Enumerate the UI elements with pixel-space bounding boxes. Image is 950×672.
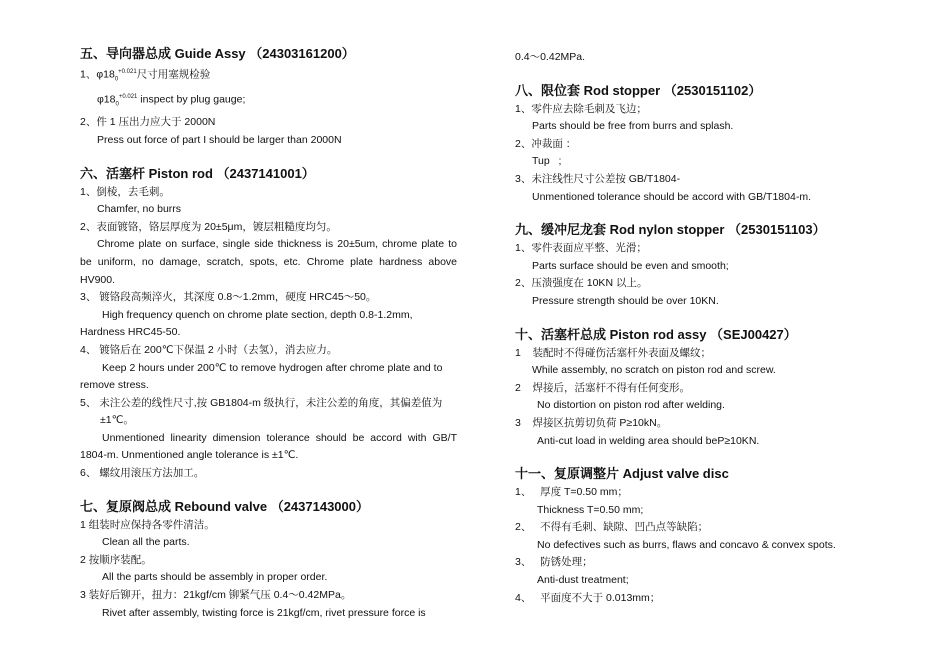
spec-line: 1 装配时不得碰伤活塞杆外表面及螺纹；	[515, 346, 712, 359]
spec-line: 1、倒棱，去毛刺。	[80, 185, 170, 198]
tolerance-upper: +0.021	[118, 94, 138, 101]
spec-line: Anti-cut load in welding area should beP≥10KN.	[537, 434, 760, 447]
spec-text: 尺寸用塞规检验	[136, 68, 211, 81]
section-heading-rebound-valve: 七、复原阀总成 Rebound valve （2437143000）	[80, 498, 369, 514]
spec-line: Rivet after assembly, twisting force is 21kgf/cm, rivet pressure force is	[102, 606, 426, 619]
section-heading-rod-nylon-stopper: 九、缓冲尼龙套 Rod nylon stopper （2530151103）	[515, 222, 826, 238]
tolerance-lower: 0	[115, 101, 119, 108]
tolerance-upper: +0.021	[118, 69, 137, 75]
spec-line: 5、 未注公差的线性尺寸,按 GB1804-m 级执行，未注公差的角度，其偏差值为±1℃。	[80, 396, 443, 427]
left-column	[80, 40, 457, 622]
spec-line: 1、零件应去除毛刺及飞边；	[515, 102, 647, 115]
section-heading-rod-stopper: 八、限位套 Rod stopper （2530151102）	[515, 82, 762, 98]
spec-line: 3、未注线性尺寸公差按 GB/T1804-	[515, 172, 681, 185]
spec-line: 0.4～0.42MPa.	[515, 51, 586, 63]
spec-text: φ18	[97, 93, 116, 106]
spec-line: 6、 螺纹用滚压方法加工。	[80, 467, 205, 480]
spec-line: 1、 厚度 T=0.50 mm；	[515, 486, 628, 499]
spec-line: While assembly, no scratch on piston rod and screw.	[532, 364, 776, 377]
section-heading-piston-rod-assy: 十、活塞杆总成 Piston rod assy （SEJ00427）	[515, 326, 797, 342]
spec-line: 2 焊接后，活塞杆不得有任何变形。	[515, 381, 691, 394]
spec-line: 2、表面镀铬，铬层厚度为 20±5μm，镀层粗糙度均匀。	[80, 220, 337, 233]
spec-line: Unmentioned tolerance should be accord with GB/T1804-m.	[532, 190, 811, 203]
spec-line: Tup ;	[532, 155, 562, 168]
spec-line: 3、 防锈处理；	[515, 556, 593, 569]
spec-paragraph: High frequency quench on chrome plate section, depth 0.8-1.2mm, Hardness HRC45-50.	[80, 308, 413, 339]
spec-line: 3 焊接区抗剪切负荷 P≥10kN。	[515, 416, 668, 429]
spec-line	[80, 64, 457, 89]
spec-text: 1、φ18	[80, 68, 115, 81]
spec-line: Thickness T=0.50 mm;	[537, 503, 644, 516]
spec-line: 3 装好后铆开，扭力：21kgf/cm 铆紧气压 0.4～0.42MPa。	[80, 589, 352, 602]
spec-line: 4、 平面度不大于 0.013mm；	[515, 591, 661, 604]
spec-line: 2、件 1 压出力应大于 2000N	[80, 116, 216, 129]
spec-line: Chamfer, no burrs	[97, 203, 182, 216]
spec-paragraph: Unmentioned linearity dimension tolerance should be accord with GB/T 1804-m. Unmentioned angle tolerance is ±1℃.	[80, 431, 457, 462]
spec-line: Parts surface should be even and smooth;	[532, 259, 729, 272]
section-heading-adjust-valve-disc: 十一、复原调整片 Adjust valve disc	[515, 466, 729, 482]
spec-line: 2 按顺序装配。	[80, 553, 152, 566]
spec-line: 4、 镀铬后在 200℃下保温 2 小时（去氢），消去应力。	[80, 343, 338, 356]
spec-line: 2、压溃强度在 10KN 以上。	[515, 277, 648, 290]
right-column	[515, 40, 890, 607]
spec-line: Pressure strength should be over 10KN.	[532, 294, 719, 307]
section-heading-piston-rod: 六、活塞杆 Piston rod （2437141001）	[80, 165, 315, 181]
spec-line: No defectives such as burrs, flaws and concavo & convex spots.	[537, 538, 836, 551]
spec-line: 2、 不得有毛刺、缺隙、凹凸点等缺陷；	[515, 521, 709, 534]
spec-line: Parts should be free from burrs and splash.	[532, 120, 734, 133]
spec-line: 3、 镀铬段高频淬火，其深度 0.8～1.2mm，硬度 HRC45～50。	[80, 291, 377, 304]
spec-line: Clean all the parts.	[102, 536, 190, 549]
section-heading-guide-assy: 五、导向器总成 Guide Assy （24303161200）	[80, 46, 355, 61]
tolerance-lower: 0	[114, 76, 119, 83]
spec-line: Anti-dust treatment;	[537, 574, 629, 587]
spec-line: Press out force of part I should be larger than 2000N	[97, 133, 342, 146]
spec-text: inspect by plug gauge;	[137, 93, 246, 106]
spec-line: 1、零件表面应平整、光滑；	[515, 242, 647, 255]
spec-paragraph: Keep 2 hours under 200℃ to remove hydrogen after chrome plate and to remove stress.	[80, 361, 443, 392]
spec-line: No distortion on piston rod after welding.	[537, 399, 725, 412]
spec-line: 1 组装时应保持各零件清洁。	[80, 518, 215, 531]
spec-line	[80, 89, 457, 114]
spec-line: All the parts should be assembly in proper order.	[102, 571, 328, 584]
spec-paragraph: Chrome plate on surface, single side thickness is 20±5um, chrome plate to be uniform, no damage, scratch, spots, etc. Chrome plate hardness above HV900.	[80, 238, 457, 286]
spec-line: 2、冲裁面 ：	[515, 137, 577, 150]
